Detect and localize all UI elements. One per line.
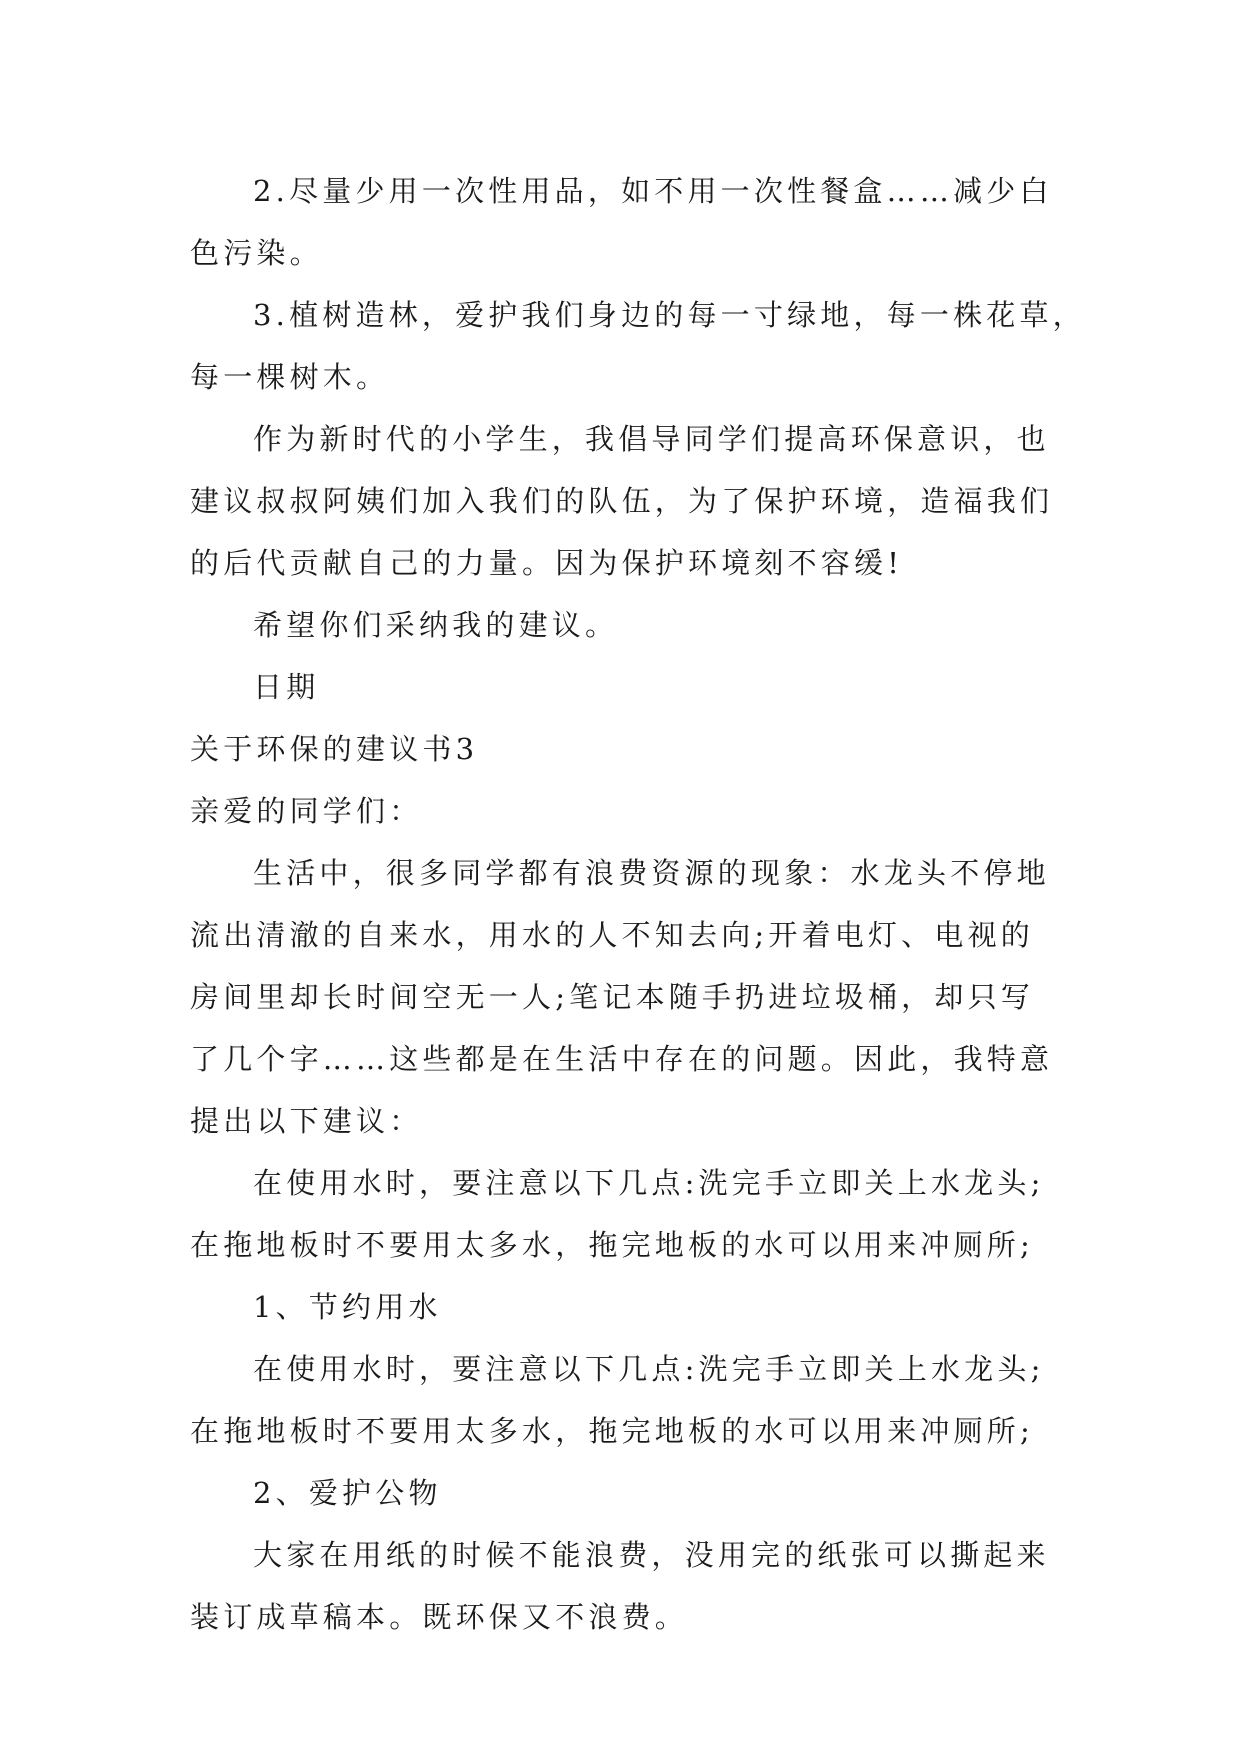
paragraph-proposal-line-2: 建议叔叔阿姨们加入我们的队伍，为了保护环境，造福我们	[190, 484, 1054, 518]
paragraph-waste-line-3: 房间里却长时间空无一人;笔记本随手扔进垃圾桶，却只写	[190, 980, 1034, 1014]
paragraph-water-a-line-1: 在使用水时，要注意以下几点:洗完手立即关上水龙头;	[253, 1166, 1045, 1200]
paragraph-water-b-line-2: 在拖地板时不要用太多水，拖完地板的水可以用来冲厕所;	[190, 1414, 1034, 1448]
list-item-2-line-1: 2.尽量少用一次性用品，如不用一次性餐盒……减少白	[253, 174, 1053, 208]
paragraph-proposal-line-1: 作为新时代的小学生，我倡导同学们提高环保意识，也	[253, 422, 1050, 456]
paragraph-water-a-line-2: 在拖地板时不要用太多水，拖完地板的水可以用来冲厕所;	[190, 1228, 1034, 1262]
salutation: 亲爱的同学们：	[190, 794, 423, 828]
list-item-3-line-2: 每一棵树木。	[190, 360, 390, 394]
paragraph-paper-line-1: 大家在用纸的时候不能浪费，没用完的纸张可以撕起来	[253, 1538, 1050, 1572]
paragraph-waste-line-2: 流出清澈的自来水，用水的人不知去向;开着电灯、电视的	[190, 918, 1034, 952]
paragraph-waste-line-1: 生活中，很多同学都有浪费资源的现象：水龙头不停地	[253, 856, 1050, 890]
paragraph-waste-line-4: 了几个字……这些都是在生活中存在的问题。因此，我特意	[190, 1042, 1054, 1076]
closing-line: 希望你们采纳我的建议。	[253, 608, 619, 642]
date-line: 日期	[253, 670, 320, 704]
list-item-2-line-2: 色污染。	[190, 236, 323, 270]
paragraph-proposal-line-3: 的后代贡献自己的力量。因为保护环境刻不容缓!	[190, 546, 904, 580]
list-item-3-line-1: 3.植树造林，爱护我们身边的每一寸绿地，每一株花草，	[253, 298, 1086, 332]
paragraph-waste-line-5: 提出以下建议：	[190, 1104, 423, 1138]
paragraph-water-b-line-1: 在使用水时，要注意以下几点:洗完手立即关上水龙头;	[253, 1352, 1045, 1386]
paragraph-paper-line-2: 装订成草稿本。既环保又不浪费。	[190, 1600, 689, 1634]
heading-protect-property: 2、爱护公物	[253, 1476, 442, 1510]
heading-save-water: 1、节约用水	[253, 1290, 442, 1324]
section-title: 关于环保的建议书3	[190, 732, 479, 766]
document-body	[190, 160, 1086, 1648]
